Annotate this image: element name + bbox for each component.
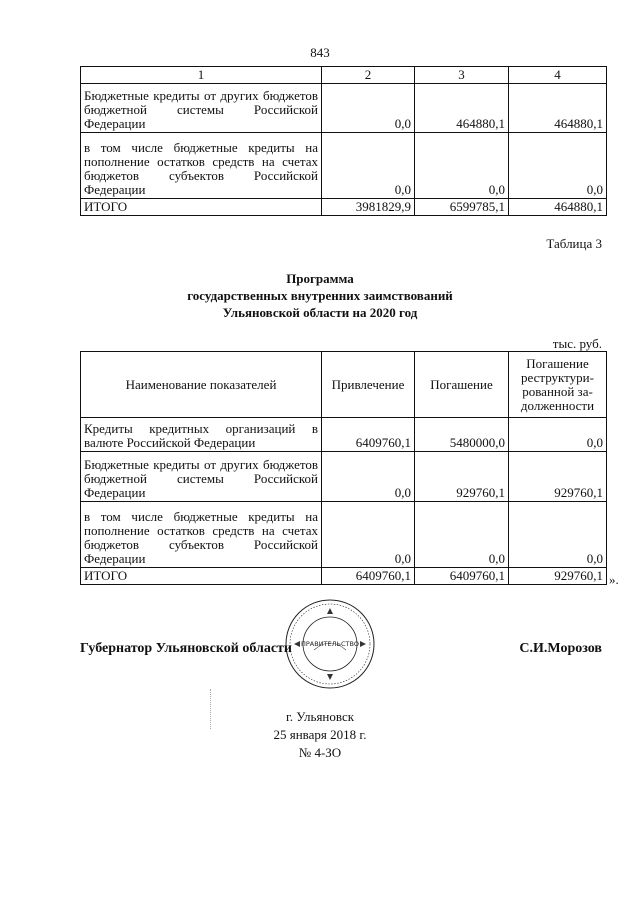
header-cell: 1 [81, 67, 322, 84]
footer-date: 25 января 2018 г. [273, 727, 367, 742]
table-header-row [81, 352, 607, 418]
row-label: Бюджетные кредиты от других бюджетов бюджетной системы Российской Федерации [81, 452, 322, 502]
footer-number: № 4-ЗО [298, 745, 342, 760]
program-title-line: государственных внутренних заимствований [187, 288, 453, 303]
table-row [81, 84, 607, 133]
value-cell: 0,0 [509, 418, 607, 452]
program-title-line: Ульяновской области на 2020 год [222, 305, 418, 320]
row-label: ИТОГО [81, 199, 322, 216]
row-label: ИТОГО [81, 568, 322, 585]
value-cell: 0,0 [322, 452, 415, 502]
footer [0, 708, 640, 762]
header-cell: Погашение [415, 352, 509, 418]
page-number: 843 [310, 45, 330, 60]
value-cell: 929760,1 [509, 452, 607, 502]
table-header-row [81, 67, 607, 84]
value-cell: 0,0 [322, 502, 415, 568]
table-row [81, 199, 607, 216]
value-cell: 0,0 [322, 84, 415, 133]
value-cell: 0,0 [509, 502, 607, 568]
row-label: Бюджетные кредиты от других бюджетов бюджетной системы Российской Федерации [81, 84, 322, 133]
borrowing-program-table [80, 351, 607, 585]
value-cell: 6409760,1 [415, 568, 509, 585]
header-cell: 4 [509, 67, 607, 84]
footer-city: г. Ульяновск [285, 709, 355, 724]
value-cell: 464880,1 [415, 84, 509, 133]
value-cell: 6409760,1 [322, 418, 415, 452]
value-cell: 464880,1 [509, 84, 607, 133]
header-cell: 3 [415, 67, 509, 84]
value-cell: 0,0 [322, 133, 415, 199]
value-cell: 6409760,1 [322, 568, 415, 585]
program-title [0, 270, 640, 321]
value-cell: 464880,1 [509, 199, 607, 216]
seal-text: ПРАВИТЕЛЬСТВО [300, 640, 360, 648]
closing-quote: ». [609, 572, 619, 587]
table-row [81, 133, 607, 199]
table-row [81, 418, 607, 452]
signature-position: Губернатор Ульяновской области [80, 641, 292, 656]
table-row [81, 452, 607, 502]
units-label: тыс. руб. [552, 336, 602, 351]
table-row [81, 568, 607, 585]
header-cell: 2 [322, 67, 415, 84]
row-label: в том числе бюджетные кредиты на пополнение остатков средств на счетах бюджетов субъектов Российской Федерации [81, 502, 322, 568]
value-cell: 0,0 [415, 133, 509, 199]
value-cell: 3981829,9 [322, 199, 415, 216]
table-row [81, 502, 607, 568]
value-cell: 5480000,0 [415, 418, 509, 452]
value-cell: 929760,1 [415, 452, 509, 502]
header-cell: Привлечение [322, 352, 415, 418]
value-cell: 6599785,1 [415, 199, 509, 216]
value-cell: 0,0 [415, 502, 509, 568]
value-cell: 929760,1 [509, 568, 607, 585]
signatory-name: С.И.Морозов [519, 641, 602, 656]
header-cell: Наименование показателей [81, 352, 322, 418]
table-label: Таблица 3 [546, 236, 602, 251]
program-title-line: Программа [286, 271, 354, 286]
table-continuation [80, 66, 607, 216]
value-cell: 0,0 [509, 133, 607, 199]
official-seal-icon [284, 598, 376, 690]
row-label: Кредиты кредитных организаций в валюте Российской Федерации [81, 418, 322, 452]
header-cell: Погашение реструктури-рованной за-долженности [509, 352, 607, 418]
row-label: в том числе бюджетные кредиты на пополнение остатков средств на счетах бюджетов субъектов Российской Федерации [81, 133, 322, 199]
